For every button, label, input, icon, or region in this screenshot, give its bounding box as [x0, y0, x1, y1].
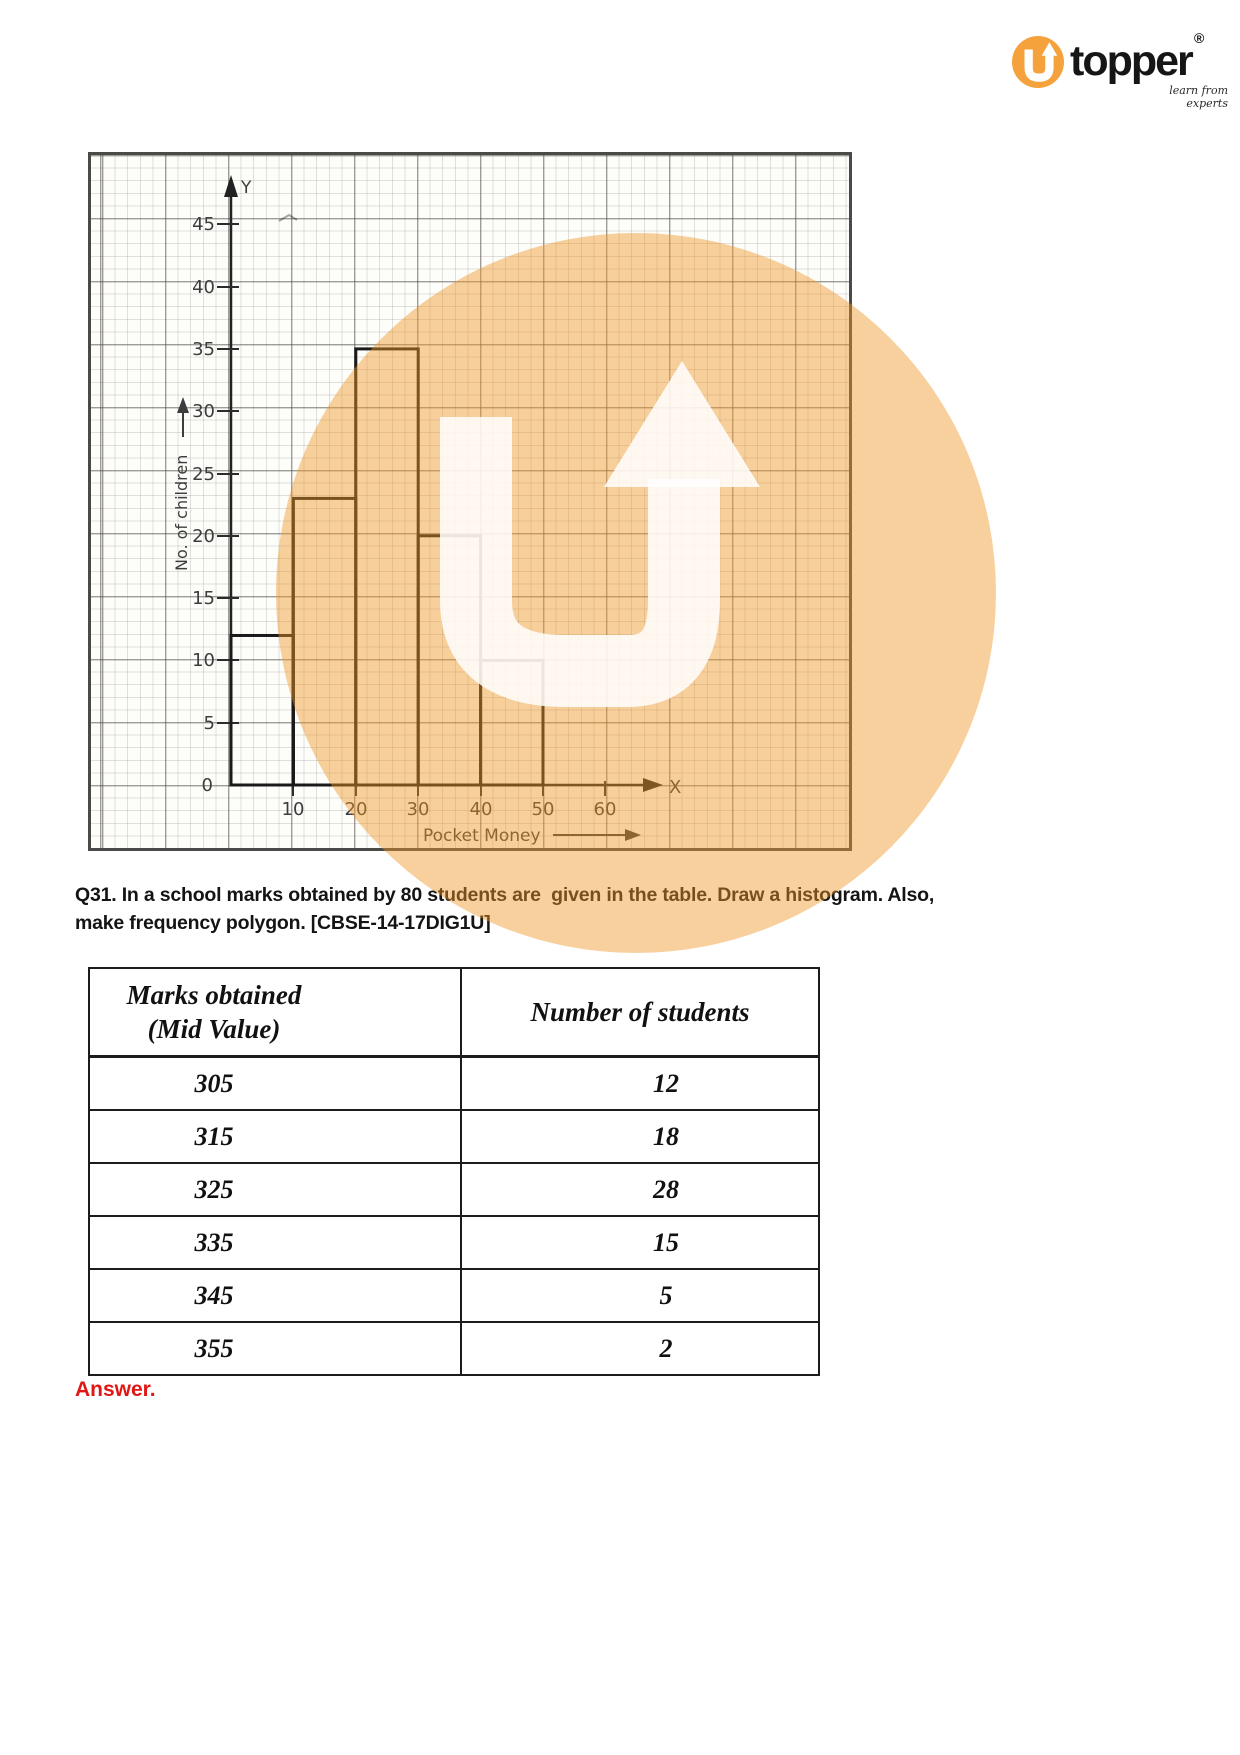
y-tick-label: 10: [192, 650, 215, 671]
marks-cell: 305: [89, 1057, 461, 1111]
origin-label: 0: [201, 775, 213, 796]
table-row: [89, 1163, 819, 1216]
scan-scribble: [279, 215, 297, 221]
x-axis-title-arrow-icon: [625, 829, 641, 841]
x-tick-label: 40: [469, 799, 493, 820]
col-header-marks-line1: Marks obtained: [126, 980, 302, 1010]
registered-trademark: ®: [1194, 30, 1205, 46]
students-cell: 18: [461, 1110, 819, 1163]
x-tick-label: 30: [406, 799, 430, 820]
table-row: [89, 1322, 819, 1375]
x-tick-labels: [282, 799, 617, 820]
brand-logo-badge: [1012, 36, 1064, 88]
histogram-bar: [231, 635, 293, 785]
y-axis-arrow-icon: [224, 175, 238, 197]
y-tick-label: 30: [192, 401, 215, 422]
marks-cell: 315: [89, 1110, 461, 1163]
students-cell: 5: [461, 1269, 819, 1322]
histogram-bar: [293, 498, 355, 785]
marks-cell: 355: [89, 1322, 461, 1375]
marks-table: [88, 967, 820, 1376]
question-line-1: Q31. In a school marks obtained by 80 students are given in the table. Draw a histogram. Also,: [75, 884, 935, 906]
col-header-marks: [89, 968, 461, 1057]
x-tick-marks: [293, 781, 605, 796]
x-tick-label: 10: [281, 799, 305, 820]
y-axis-title: No. of children: [172, 454, 191, 571]
histogram-bar: [481, 660, 543, 785]
table-header-row: [89, 968, 819, 1057]
question-line-2: make frequency polygon. [CBSE-14-17DIG1U]: [75, 912, 491, 934]
y-axis-title-arrow-icon: [177, 397, 189, 413]
brand-header: [1012, 30, 1228, 110]
table-row: [89, 1057, 819, 1111]
y-tick-marks: [217, 224, 239, 723]
y-tick-label: 25: [192, 464, 215, 485]
y-tick-label: 20: [192, 526, 215, 547]
brand-tagline: learn from experts: [1169, 84, 1228, 110]
table-row: [89, 1110, 819, 1163]
y-axis-letter: Y: [241, 178, 252, 198]
histogram-svg: [91, 155, 849, 848]
students-cell: 15: [461, 1216, 819, 1269]
x-tick-label: 50: [531, 799, 555, 820]
brand-wordmark: topper: [1070, 37, 1192, 85]
y-tick-label: 45: [192, 214, 215, 235]
y-tick-label: 35: [192, 339, 215, 360]
marks-cell: 335: [89, 1216, 461, 1269]
col-header-marks-line2: (Mid Value): [147, 1014, 281, 1044]
y-tick-label: 15: [192, 588, 215, 609]
students-cell: 28: [461, 1163, 819, 1216]
table-row: [89, 1216, 819, 1269]
x-axis-title: Pocket Money: [423, 826, 541, 846]
y-tick-label: 5: [203, 713, 215, 734]
col-header-students: Number of students: [461, 968, 819, 1057]
x-axis-arrow-icon: [643, 778, 663, 792]
table-row: [89, 1269, 819, 1322]
x-axis-letter: X: [669, 777, 682, 798]
y-tick-label: 40: [192, 277, 215, 298]
marks-cell: 325: [89, 1163, 461, 1216]
students-cell: 2: [461, 1322, 819, 1375]
marks-cell: 345: [89, 1269, 461, 1322]
histogram-bar: [356, 349, 418, 785]
x-tick-label: 20: [344, 799, 368, 820]
u-arrow-icon: [1012, 36, 1064, 88]
answer-label: Answer.: [75, 1378, 156, 1401]
y-tick-labels: [192, 214, 215, 796]
histogram-scan: [88, 152, 852, 851]
students-cell: 12: [461, 1057, 819, 1111]
x-tick-label: 60: [593, 799, 617, 820]
histogram-bar: [418, 536, 480, 785]
